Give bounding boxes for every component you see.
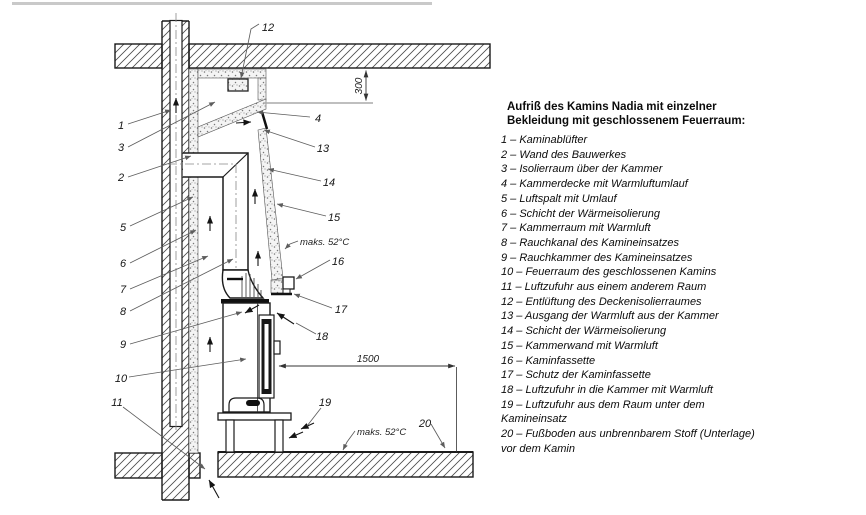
stand-leg-left [226, 420, 234, 452]
door-handle [274, 341, 280, 354]
legend-line: 4 – Kammerdecke mit Warmluftumlauf [501, 178, 688, 191]
callout-1: 1 [117, 120, 125, 132]
air-under-insert-arrow-2 [289, 432, 303, 438]
legend-line: 19 – Luftzufuhr aus dem Raum unter dem [501, 398, 705, 411]
legend-line: 6 – Schicht der Wärmeisolierung [501, 207, 660, 220]
temperature-labels [285, 237, 406, 450]
legend-line: 3 – Isolierraum über der Kammer [501, 163, 663, 176]
fireplace-insert [218, 299, 291, 452]
callout-5: 5 [119, 222, 127, 234]
callout-7: 7 [119, 284, 127, 296]
legend-title-line1: Aufriß des Kamins Nadia mit einzelner [507, 101, 717, 113]
legend-line: 8 – Rauchkanal des Kamineinsatzes [501, 236, 679, 249]
temp-label-lower: maks. 52°C [357, 427, 407, 438]
callout-9: 9 [119, 339, 127, 351]
legend-items [501, 133, 771, 456]
stand-leg-right [275, 420, 283, 452]
dim-1500-label: 1500 [356, 354, 380, 365]
legend-panel [501, 100, 771, 456]
legend-line: 1 – Kaminablüfter [501, 134, 588, 146]
legend-line: vor dem Kamin [501, 442, 575, 455]
callout-19: 19 [318, 397, 332, 409]
smoke-collector [222, 270, 263, 298]
legend-line: 5 – Luftspalt mit Umlauf [501, 192, 617, 205]
callout-13: 13 [316, 143, 330, 155]
legend-title-line2: Bekleidung mit geschlossenem Feuerraum: [507, 115, 746, 127]
legend-line: Kamineinsatz [501, 413, 568, 426]
insert-stand [218, 413, 291, 420]
door-glass [265, 324, 269, 389]
legend-line: 14 – Schicht der Wärmeisolierung [501, 325, 667, 338]
callout-10: 10 [114, 373, 128, 385]
air-inlet-wall-arrow [209, 480, 219, 498]
legend-line: 11 – Luftzufuhr aus einem anderem Raum [501, 281, 707, 294]
legend-line: 16 – Kaminfassette [501, 354, 596, 367]
legend-line: 15 – Kammerwand mit Warmluft [501, 339, 658, 352]
legend-line: 20 – Fußboden aus unbrennbarem Stoff (Unterlage) [501, 428, 755, 441]
temp-label-upper: maks. 52°C [300, 237, 350, 248]
fassette-insulation-block [271, 280, 283, 293]
callout-6: 6 [119, 258, 127, 270]
callout-14: 14 [322, 177, 336, 189]
callout-3: 3 [117, 142, 125, 154]
hearth-floor-slab [218, 452, 473, 477]
dim-300-label: 300 [354, 77, 365, 95]
chamber-wall-insulation [258, 128, 283, 280]
legend-line: 9 – Rauchkammer des Kamineinsatzes [501, 251, 693, 264]
air-into-chamber-arrow-1 [277, 313, 294, 324]
callout-15: 15 [327, 212, 341, 224]
callout-2: 2 [117, 172, 125, 184]
callout-17: 17 [334, 304, 348, 316]
dimension-300 [263, 71, 373, 104]
legend-title [501, 100, 771, 128]
callout-4: 4 [314, 113, 322, 125]
legend-line: 18 – Luftzufuhr in die Kammer mit Warmluft [501, 383, 713, 396]
callout-8: 8 [119, 306, 127, 318]
callout-18: 18 [315, 331, 329, 343]
legend-line: 10 – Feuerraum des geschlossenen Kamins [501, 266, 717, 279]
legend-line: 12 – Entlüftung des Deckenisolierraumes [501, 295, 702, 308]
ceiling-vent-fan [228, 79, 248, 91]
chamber-ceiling-insulation [198, 99, 266, 137]
legend-line: 7 – Kammerraum mit Warmluft [501, 222, 651, 235]
callout-20: 20 [418, 418, 432, 430]
warm-air-out-arrow [236, 122, 251, 123]
legend-line: 17 – Schutz der Kaminfassette [501, 369, 651, 382]
callout-16: 16 [331, 256, 345, 268]
legend-line: 2 – Wand des Bauwerkes [501, 148, 627, 161]
scan-artifact-line [12, 2, 432, 5]
legend-line: 13 – Ausgang der Warmluft aus der Kammer [501, 310, 719, 323]
callout-12: 12 [261, 22, 275, 34]
callout-11: 11 [111, 397, 123, 409]
warm-air-outlet-flap [262, 112, 267, 129]
